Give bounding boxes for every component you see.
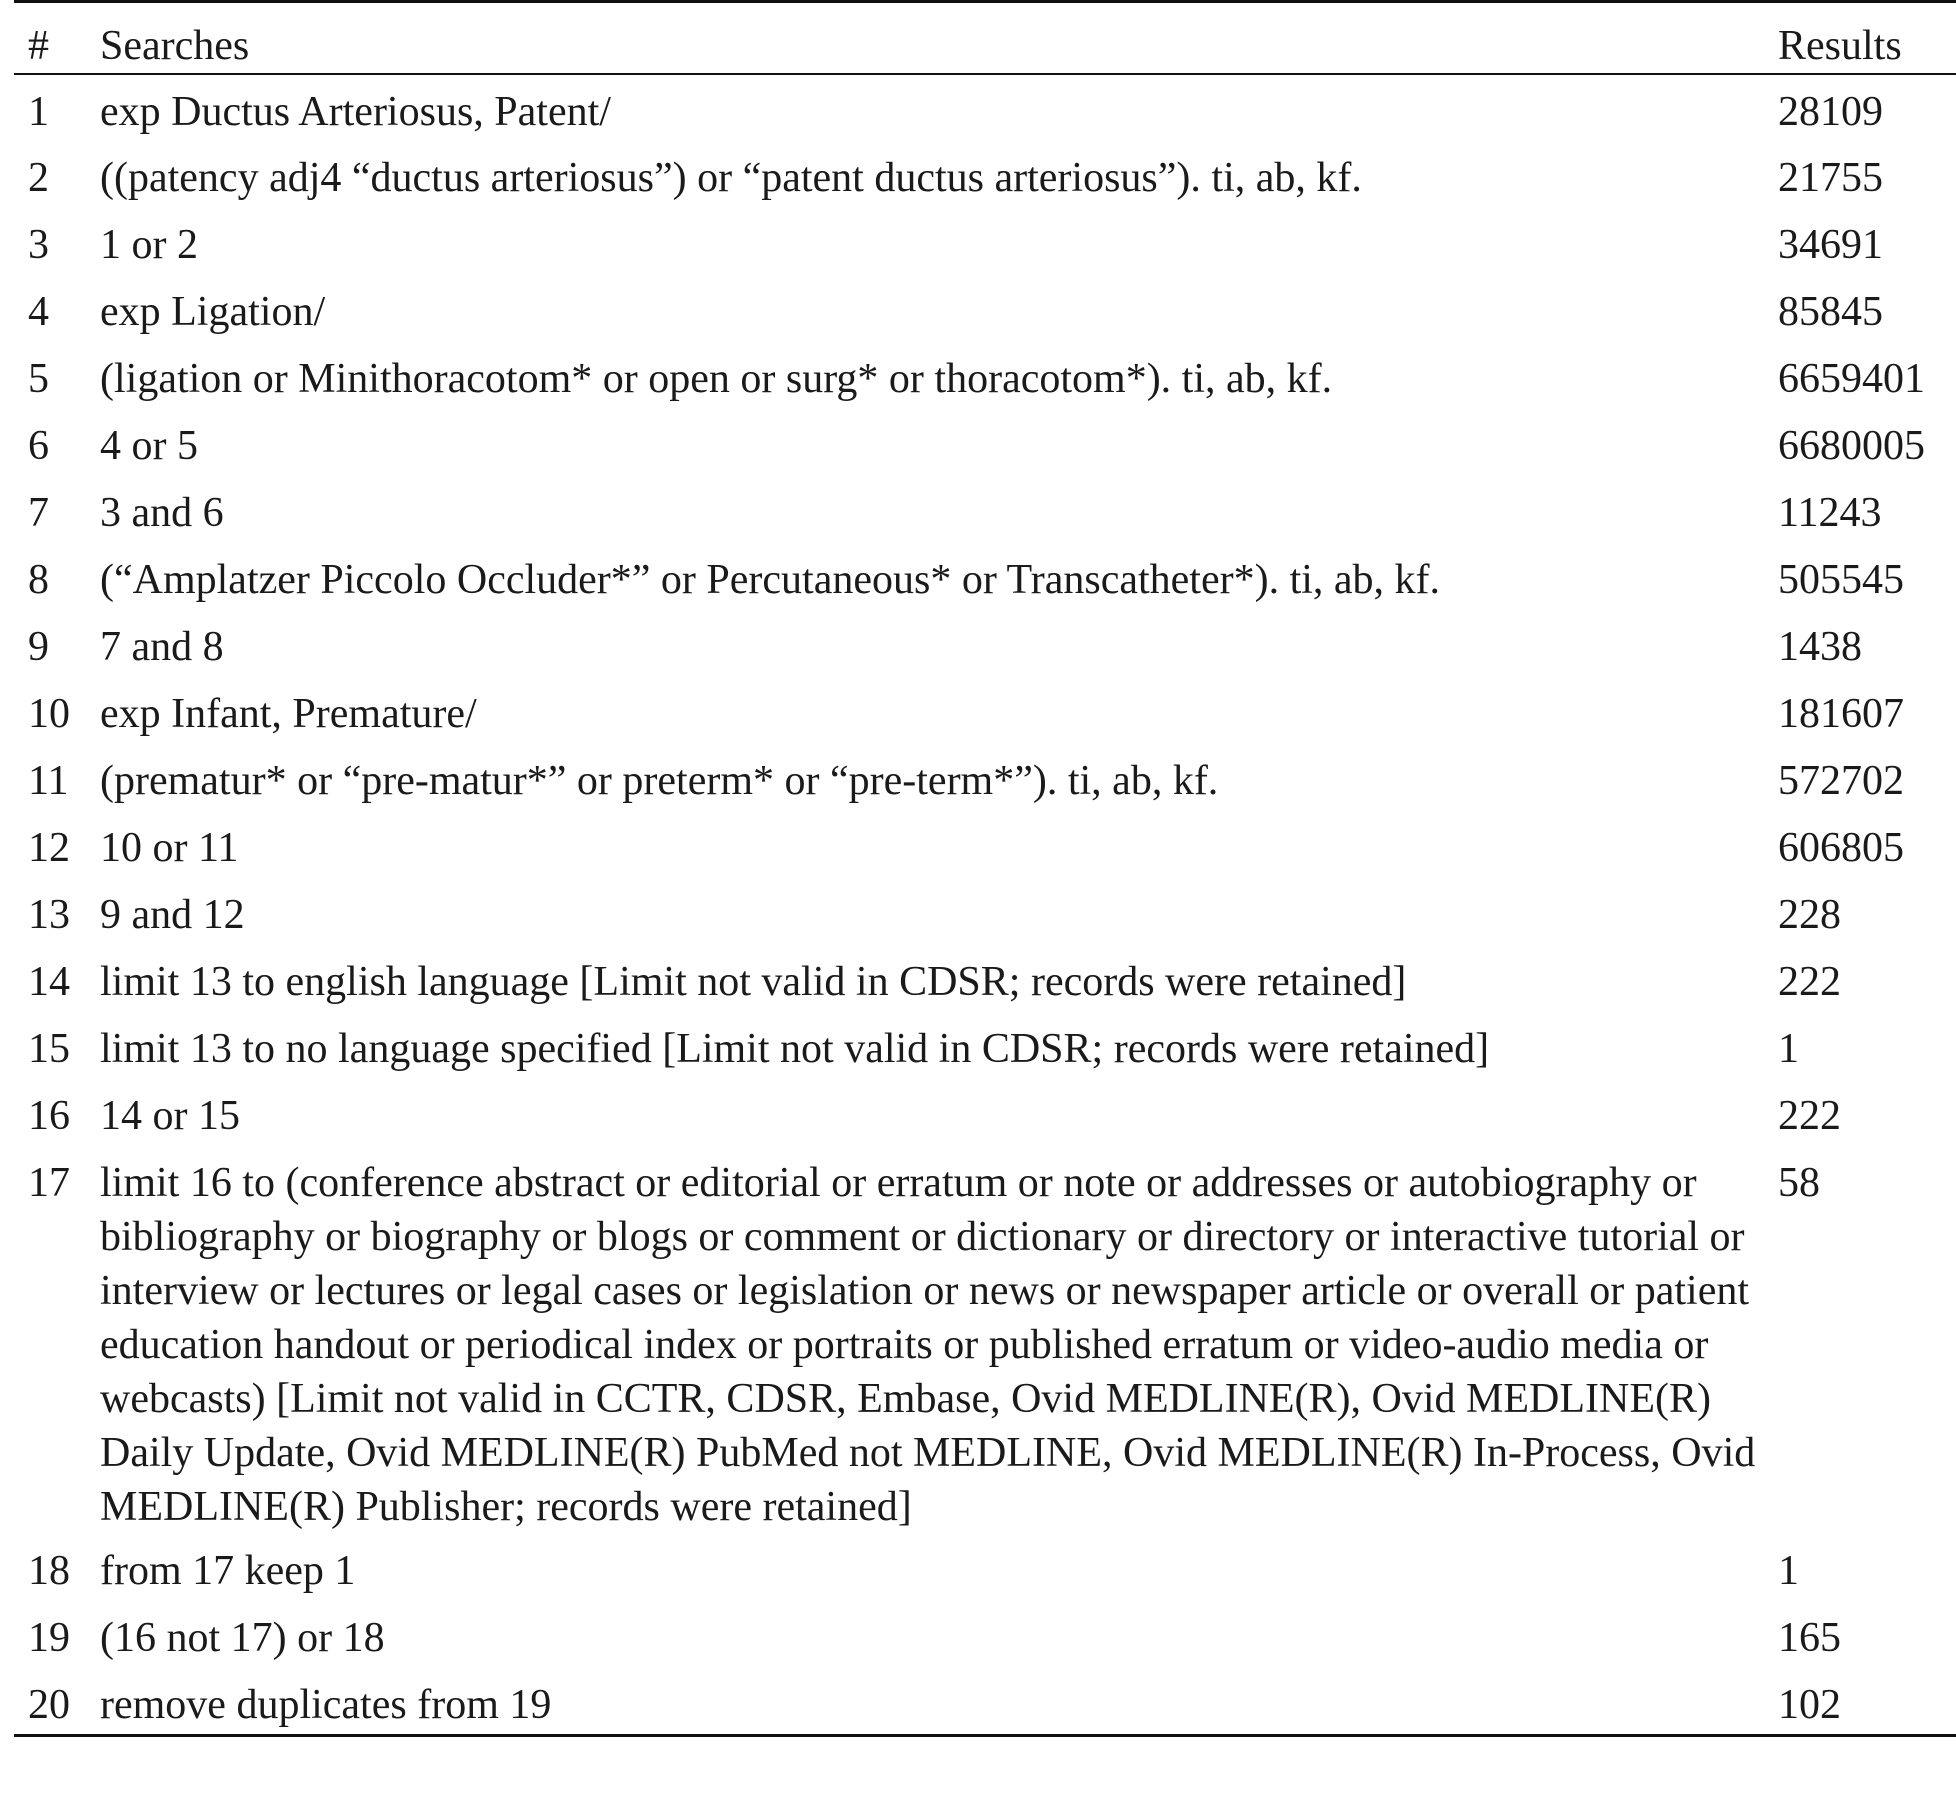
row-search: 1 or 2 — [100, 222, 198, 268]
row-number: 18 — [28, 1548, 70, 1594]
row-results: 6659401 — [1778, 356, 1925, 402]
search-strategy-table — [14, 0, 1956, 1737]
row-search: 7 and 8 — [100, 624, 224, 670]
row-results: 228 — [1778, 892, 1841, 938]
row-results: 222 — [1778, 959, 1841, 1005]
row-number: 12 — [28, 825, 70, 871]
table-row — [14, 945, 1956, 1012]
row-number: 19 — [28, 1615, 70, 1661]
row-search: 14 or 15 — [100, 1093, 240, 1139]
table-row — [14, 543, 1956, 610]
row-number: 13 — [28, 892, 70, 938]
table-row — [14, 208, 1956, 275]
row-results: 85845 — [1778, 289, 1883, 335]
row-number: 16 — [28, 1093, 70, 1139]
header-searches: Searches — [100, 2, 1778, 75]
row-results: 1438 — [1778, 624, 1862, 670]
row-results: 102 — [1778, 1668, 1956, 1735]
row-search: 10 or 11 — [100, 825, 239, 871]
table-row — [14, 342, 1956, 409]
row-number: 9 — [28, 624, 49, 670]
row-search: exp Ligation/ — [100, 289, 326, 335]
row-number: 14 — [28, 959, 70, 1005]
row-number: 3 — [28, 222, 49, 268]
row-search: 9 and 12 — [100, 892, 245, 938]
table-row — [14, 677, 1956, 744]
row-search: (prematur* or “pre-matur*” or preterm* or “pre-term*”). ti, ab, kf. — [100, 758, 1219, 804]
row-search: (16 not 17) or 18 — [100, 1615, 385, 1661]
row-search: ((patency adj4 “ductus arteriosus”) or “patent ductus arteriosus”). ti, ab, kf. — [100, 155, 1362, 201]
row-results: 11243 — [1778, 490, 1882, 536]
row-results: 606805 — [1778, 825, 1904, 871]
table-row — [14, 744, 1956, 811]
row-number: 15 — [28, 1026, 70, 1072]
header-row — [14, 2, 1956, 75]
row-number: 10 — [28, 691, 70, 737]
table-row — [14, 811, 1956, 878]
row-results: 6680005 — [1778, 423, 1925, 469]
row-search: from 17 keep 1 — [100, 1548, 356, 1594]
table-row — [14, 1601, 1956, 1668]
table-header — [14, 2, 1956, 75]
row-results: 165 — [1778, 1615, 1841, 1661]
row-search: limit 13 to english language [Limit not valid in CDSR; records were retained] — [100, 959, 1407, 1005]
row-results: 28109 — [1778, 89, 1883, 135]
table-row — [14, 409, 1956, 476]
table-row — [14, 1668, 1956, 1735]
row-number: 11 — [28, 758, 69, 804]
table-row — [14, 610, 1956, 677]
row-number: 2 — [28, 155, 49, 201]
row-search: limit 16 to (conference abstract or editorial or erratum or note or addresses or autobiography or bibliography or biography or blogs or comment or dictionary or directory or interactive tutorial or interview or lectures or legal cases or legislation or news or newspaper article or overall or patient education handout or periodical index or portraits or published erratum or video-audio media or webcasts) [Limit not valid in CCTR, CDSR, Embase, Ovid MEDLINE(R), Ovid MEDLINE(R) Daily Update, Ovid MEDLINE(R) PubMed not MEDLINE, Ovid MEDLINE(R) In-Process, Ovid MEDLINE(R) Publisher; records were retained] — [100, 1160, 1756, 1530]
row-search: (“Amplatzer Piccolo Occluder*” or Percutaneous* or Transcatheter*). ti, ab, kf. — [100, 557, 1441, 603]
row-search: exp Ductus Arteriosus, Patent/ — [100, 89, 611, 135]
row-results: 181607 — [1778, 691, 1904, 737]
row-number: 6 — [28, 423, 49, 469]
header-results: Results — [1778, 2, 1956, 75]
table-row — [14, 1012, 1956, 1079]
search-strategy-table-wrapper — [14, 0, 1956, 1737]
row-number: 1 — [28, 89, 49, 135]
table-row — [14, 1079, 1956, 1146]
header-number: # — [14, 2, 100, 75]
table-row — [14, 275, 1956, 342]
row-results: 505545 — [1778, 557, 1904, 603]
row-search: exp Infant, Premature/ — [100, 691, 477, 737]
row-number: 5 — [28, 356, 49, 402]
row-results: 222 — [1778, 1093, 1841, 1139]
row-results: 34691 — [1778, 222, 1883, 268]
row-search: 4 or 5 — [100, 423, 198, 469]
row-results: 572702 — [1778, 758, 1904, 804]
table-row — [14, 476, 1956, 543]
row-search: 3 and 6 — [100, 490, 224, 536]
table-row — [14, 74, 1956, 141]
row-number: 20 — [14, 1668, 100, 1735]
row-results: 1 — [1778, 1026, 1799, 1072]
table-row — [14, 1534, 1956, 1601]
table-row — [14, 1146, 1956, 1534]
row-search: limit 13 to no language specified [Limit not valid in CDSR; records were retained] — [100, 1026, 1490, 1072]
table-row — [14, 878, 1956, 945]
row-number: 17 — [28, 1160, 70, 1206]
row-results: 1 — [1778, 1548, 1799, 1594]
row-results: 21755 — [1778, 155, 1883, 201]
table-body — [14, 74, 1956, 1735]
row-number: 8 — [28, 557, 49, 603]
row-number: 7 — [28, 490, 49, 536]
table-row — [14, 141, 1956, 208]
row-number: 4 — [28, 289, 49, 335]
row-results: 58 — [1778, 1160, 1820, 1206]
row-search: remove duplicates from 19 — [100, 1668, 1778, 1735]
row-search: (ligation or Minithoracotom* or open or surg* or thoracotom*). ti, ab, kf. — [100, 356, 1333, 402]
